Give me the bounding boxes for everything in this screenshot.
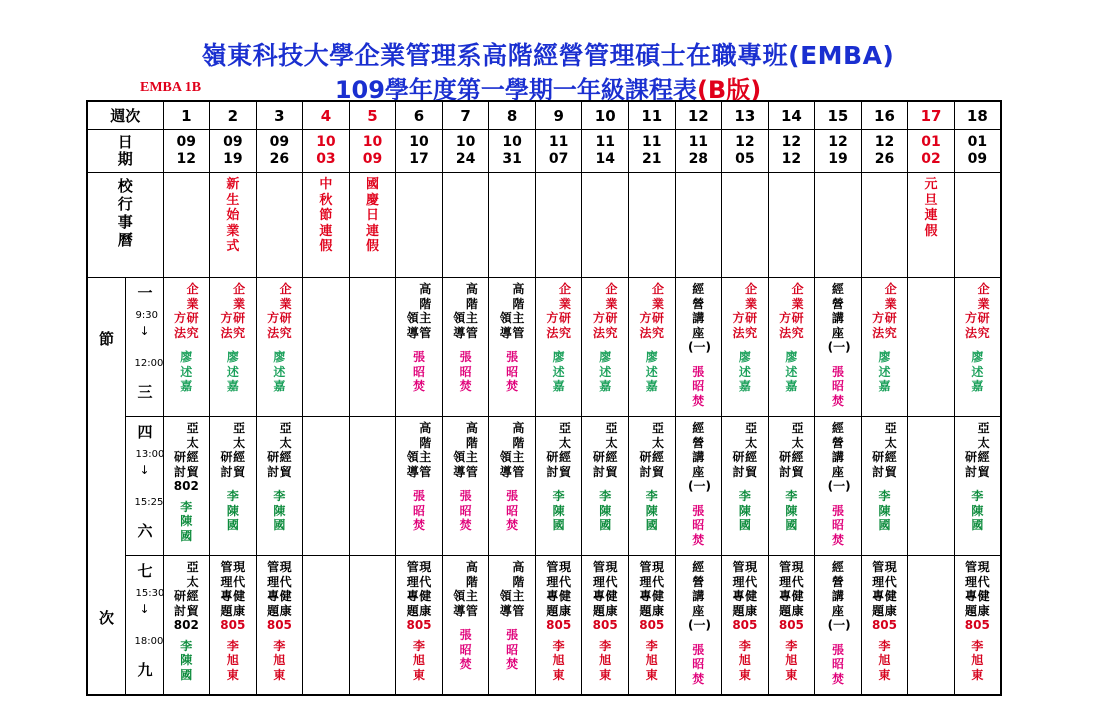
course-cell: 管 理 專 題 現 代 健 康 805 李 旭 東 — [582, 556, 629, 696]
period-end: 九 — [137, 661, 153, 679]
course-cell: 經 營 講 座 (一) 張 昭 焚 — [675, 417, 722, 556]
period-time-end: 18:00 — [134, 636, 164, 647]
teacher-name: 李 陳 國 — [878, 489, 891, 532]
date-cell — [303, 130, 350, 173]
date-month: 10 — [502, 134, 522, 150]
date-month: 10 — [316, 134, 336, 150]
teacher-name: 李 陳 國 — [180, 499, 193, 543]
teacher-name: 張 昭 焚 — [413, 350, 426, 393]
course-room: 805 — [220, 618, 246, 632]
calendar-event-cell — [628, 173, 675, 278]
course-cell — [303, 278, 350, 417]
calendar-event: 新生始業式 — [226, 177, 240, 254]
week-number: 7 — [442, 101, 489, 130]
teacher-name: 張 昭 焚 — [831, 642, 844, 686]
calendar-event-cell — [442, 173, 489, 278]
course-cell: 研 討 亞 太 經 貿 李 陳 國 — [535, 417, 582, 556]
course-cell — [908, 278, 955, 417]
week-number: 16 — [861, 101, 908, 130]
course-cell: 方 法 企 業 研 究 廖 述 嘉 — [722, 278, 769, 417]
course-room: 805 — [639, 618, 665, 632]
date-day: 09 — [967, 151, 988, 167]
course-cell: 管 理 專 題 現 代 健 康 805 李 旭 東 — [722, 556, 769, 696]
period-start: 七 — [137, 562, 153, 580]
date-cell — [396, 130, 443, 173]
week-number: 18 — [954, 101, 1001, 130]
course-cell — [303, 417, 350, 556]
course-cell: 管 理 專 題 現 代 健 康 805 李 旭 東 — [210, 556, 257, 696]
course-cell — [349, 417, 396, 556]
date-cell — [256, 130, 303, 173]
calendar-event-cell — [675, 173, 722, 278]
date-cell — [815, 130, 862, 173]
teacher-name: 廖 述 嘉 — [738, 350, 751, 393]
date-cell — [210, 130, 257, 173]
date-day: 28 — [688, 151, 709, 167]
period-start: 一 — [137, 284, 153, 302]
period-time-start: 9:30 — [135, 310, 158, 321]
week-number: 17 — [908, 101, 955, 130]
version-label: (B版) — [696, 76, 762, 104]
date-month: 09 — [269, 134, 290, 150]
teacher-name: 廖 述 嘉 — [599, 350, 612, 393]
teacher-name: 張 昭 焚 — [692, 364, 705, 408]
date-cell — [768, 130, 815, 173]
week-header-label: 週次 — [87, 101, 163, 130]
calendar-event: 國慶日連假 — [365, 177, 379, 254]
teacher-name: 李 陳 國 — [645, 489, 658, 532]
calendar-event-cell — [256, 173, 303, 278]
course-cell: 管 理 專 題 現 代 健 康 805 李 旭 東 — [396, 556, 443, 696]
teacher-name: 李 旭 東 — [226, 638, 239, 682]
calendar-event-cell — [815, 173, 862, 278]
course-room: 802 — [173, 618, 199, 632]
teacher-name: 李 陳 國 — [738, 489, 751, 532]
teacher-name: 李 旭 東 — [785, 638, 798, 682]
course-cell: 領 導 高 階 主 管 張 昭 焚 — [489, 278, 536, 417]
course-cell: 管 理 專 題 現 代 健 康 805 李 旭 東 — [861, 556, 908, 696]
date-month: 12 — [828, 134, 848, 150]
week-number: 4 — [303, 101, 350, 130]
week-number: 9 — [535, 101, 582, 130]
calendar-event-cell — [954, 173, 1001, 278]
course-cell: 方 法 企 業 研 究 廖 述 嘉 — [954, 278, 1001, 417]
date-day: 07 — [548, 151, 569, 167]
calendar-event-cell — [489, 173, 536, 278]
teacher-name: 廖 述 嘉 — [552, 350, 565, 393]
teacher-name: 廖 述 嘉 — [180, 350, 193, 393]
date-day: 03 — [316, 151, 336, 167]
course-cell: 研 討 亞 太 經 貿 李 陳 國 — [628, 417, 675, 556]
date-day: 05 — [735, 151, 755, 167]
week-number: 5 — [349, 101, 396, 130]
period-cell — [125, 278, 163, 417]
calendar-event-cell — [582, 173, 629, 278]
date-day: 19 — [828, 151, 848, 167]
course-cell: 管 理 專 題 現 代 健 康 805 李 旭 東 — [256, 556, 303, 696]
date-label: 日期 — [117, 132, 133, 168]
course-room: 805 — [406, 618, 432, 632]
teacher-name: 張 昭 焚 — [506, 350, 519, 393]
course-cell: 經 營 講 座 (一) 張 昭 焚 — [675, 556, 722, 696]
week-number: 15 — [815, 101, 862, 130]
course-cell: 領 導 高 階 主 管 張 昭 焚 — [489, 556, 536, 696]
date-month: 10 — [409, 134, 429, 150]
course-cell: 領 導 高 階 主 管 張 昭 焚 — [442, 417, 489, 556]
course-room: 805 — [778, 618, 804, 632]
calendar-event-cell — [163, 173, 210, 278]
period-arrow: ↓ — [139, 602, 150, 616]
calendar-event-cell — [768, 173, 815, 278]
teacher-name: 張 昭 焚 — [692, 642, 705, 686]
course-room: 805 — [266, 618, 292, 632]
teacher-name: 李 旭 東 — [645, 638, 658, 682]
course-cell: 管 理 專 題 現 代 健 康 805 李 旭 東 — [768, 556, 815, 696]
period-end: 六 — [137, 522, 153, 540]
course-room: 805 — [871, 618, 898, 632]
calendar-header-label — [87, 173, 163, 278]
period-cell — [125, 417, 163, 556]
date-month: 11 — [642, 134, 662, 150]
date-month: 09 — [176, 134, 197, 150]
teacher-name: 李 陳 國 — [226, 489, 239, 532]
teacher-name: 廖 述 嘉 — [971, 350, 984, 393]
date-day: 26 — [269, 151, 290, 167]
teacher-name: 李 旭 東 — [599, 638, 612, 682]
course-schedule-table — [86, 100, 1002, 696]
course-cell: 研 討 亞 太 經 貿 李 陳 國 — [582, 417, 629, 556]
calendar-event-cell — [303, 173, 350, 278]
teacher-name: 張 昭 焚 — [831, 364, 844, 408]
date-month: 01 — [921, 134, 941, 150]
date-day: 09 — [362, 151, 383, 167]
course-cell — [303, 556, 350, 696]
date-cell — [908, 130, 955, 173]
period-cell — [125, 556, 163, 696]
course-cell: 方 法 企 業 研 究 廖 述 嘉 — [861, 278, 908, 417]
calendar-event-cell — [349, 173, 396, 278]
date-month: 12 — [735, 134, 755, 150]
period-end: 三 — [137, 383, 153, 401]
course-room: 805 — [732, 618, 758, 632]
teacher-name: 李 旭 東 — [971, 638, 984, 682]
calendar-event-cell — [396, 173, 443, 278]
course-cell: 經 營 講 座 (一) 張 昭 焚 — [815, 278, 862, 417]
date-header-label — [87, 130, 163, 173]
teacher-name: 張 昭 焚 — [413, 489, 426, 532]
teacher-name: 李 陳 國 — [971, 489, 984, 532]
course-cell: 方 法 企 業 研 究 廖 述 嘉 — [768, 278, 815, 417]
week-number: 13 — [722, 101, 769, 130]
course-room: 805 — [546, 618, 572, 632]
course-room: 805 — [592, 618, 618, 632]
course-cell: 方 法 企 業 研 究 廖 述 嘉 — [535, 278, 582, 417]
period-time-start: 13:00 — [135, 449, 165, 460]
week-number: 2 — [210, 101, 257, 130]
week-number: 12 — [675, 101, 722, 130]
date-month: 12 — [781, 134, 802, 150]
date-cell — [489, 130, 536, 173]
teacher-name: 李 陳 國 — [785, 489, 798, 532]
date-cell — [722, 130, 769, 173]
calendar-event: 元旦連假 — [924, 177, 938, 239]
teacher-name: 李 旭 東 — [552, 638, 565, 682]
calendar-event-cell — [535, 173, 582, 278]
course-cell: 經 營 講 座 (一) 張 昭 焚 — [815, 556, 862, 696]
course-cell: 研 討 亞 太 經 貿 802 李 陳 國 — [163, 417, 210, 556]
teacher-name: 李 陳 國 — [552, 489, 565, 532]
date-day: 12 — [781, 151, 802, 167]
calendar-event-cell — [210, 173, 257, 278]
subtitle-main: 109學年度第一學期一年級課程表 — [334, 76, 697, 104]
date-day: 24 — [455, 151, 476, 167]
period-arrow: ↓ — [139, 463, 150, 477]
course-cell: 領 導 高 階 主 管 張 昭 焚 — [396, 278, 443, 417]
week-number: 3 — [256, 101, 303, 130]
teacher-name: 張 昭 焚 — [692, 503, 705, 547]
course-cell: 研 討 亞 太 經 貿 802 李 陳 國 — [163, 556, 210, 696]
course-cell: 管 理 專 題 現 代 健 康 805 李 旭 東 — [535, 556, 582, 696]
date-day: 12 — [176, 151, 197, 167]
course-cell: 方 法 企 業 研 究 廖 述 嘉 — [628, 278, 675, 417]
calendar-label: 校行事曆 — [117, 177, 133, 249]
teacher-name: 張 昭 焚 — [459, 350, 472, 393]
course-cell — [349, 556, 396, 696]
course-cell — [349, 278, 396, 417]
teacher-name: 廖 述 嘉 — [226, 350, 239, 393]
week-number: 8 — [489, 101, 536, 130]
teacher-name: 李 陳 國 — [599, 489, 612, 532]
course-cell: 領 導 高 階 主 管 張 昭 焚 — [489, 417, 536, 556]
teacher-name: 張 昭 焚 — [459, 628, 472, 671]
course-cell: 研 討 亞 太 經 貿 李 陳 國 — [768, 417, 815, 556]
course-cell: 管 理 專 題 現 代 健 康 805 李 旭 東 — [628, 556, 675, 696]
period-arrow: ↓ — [139, 324, 150, 338]
teacher-name: 張 昭 焚 — [506, 628, 519, 671]
date-day: 14 — [595, 151, 615, 167]
course-cell: 方 法 企 業 研 究 廖 述 嘉 — [210, 278, 257, 417]
teacher-name: 廖 述 嘉 — [273, 350, 286, 393]
date-day: 26 — [874, 151, 895, 167]
date-day: 31 — [502, 151, 522, 167]
course-cell: 領 導 高 階 主 管 張 昭 焚 — [442, 556, 489, 696]
class-code: EMBA 1B — [140, 80, 202, 95]
calendar-event-cell — [722, 173, 769, 278]
course-cell: 管 理 專 題 現 代 健 康 805 李 旭 東 — [954, 556, 1001, 696]
calendar-event-cell — [908, 173, 955, 278]
course-cell: 研 討 亞 太 經 貿 李 陳 國 — [722, 417, 769, 556]
course-cell: 方 法 企 業 研 究 廖 述 嘉 — [256, 278, 303, 417]
teacher-name: 李 陳 國 — [180, 638, 193, 682]
calendar-event-cell — [861, 173, 908, 278]
course-cell: 經 營 講 座 (一) 張 昭 焚 — [815, 417, 862, 556]
course-cell — [908, 556, 955, 696]
teacher-name: 李 陳 國 — [273, 489, 286, 532]
section-label-cell — [87, 278, 125, 696]
teacher-name: 張 昭 焚 — [459, 489, 472, 532]
course-cell: 研 討 亞 太 經 貿 李 陳 國 — [861, 417, 908, 556]
date-month: 10 — [455, 134, 476, 150]
date-cell — [675, 130, 722, 173]
date-month: 12 — [874, 134, 895, 150]
date-month: 09 — [223, 134, 243, 150]
date-cell — [349, 130, 396, 173]
teacher-name: 李 旭 東 — [413, 638, 426, 682]
date-month: 01 — [967, 134, 988, 150]
teacher-name: 張 昭 焚 — [831, 503, 844, 547]
page-title: 嶺東科技大學企業管理系高階經營管理碩士在職專班(EMBA) — [201, 41, 895, 70]
date-day: 02 — [921, 151, 941, 167]
calendar-event: 中秋節連假 — [319, 177, 333, 254]
date-cell — [582, 130, 629, 173]
date-day: 17 — [409, 151, 429, 167]
date-cell — [535, 130, 582, 173]
date-day: 21 — [642, 151, 662, 167]
course-cell: 領 導 高 階 主 管 張 昭 焚 — [442, 278, 489, 417]
teacher-name: 廖 述 嘉 — [785, 350, 798, 393]
date-month: 11 — [595, 134, 615, 150]
week-number: 6 — [396, 101, 443, 130]
course-cell: 領 導 高 階 主 管 張 昭 焚 — [396, 417, 443, 556]
date-day: 19 — [223, 151, 243, 167]
date-month: 11 — [688, 134, 709, 150]
date-cell — [163, 130, 210, 173]
period-time-end: 15:25 — [134, 497, 164, 508]
date-cell — [442, 130, 489, 173]
week-number: 14 — [768, 101, 815, 130]
teacher-name: 廖 述 嘉 — [878, 350, 891, 393]
week-number: 11 — [628, 101, 675, 130]
date-month: 10 — [362, 134, 383, 150]
section-label-top: 節 — [99, 330, 115, 348]
teacher-name: 李 旭 東 — [878, 638, 891, 682]
course-cell — [908, 417, 955, 556]
date-cell — [954, 130, 1001, 173]
course-room: 805 — [964, 618, 990, 632]
course-cell: 研 討 亞 太 經 貿 李 陳 國 — [954, 417, 1001, 556]
week-number: 10 — [582, 101, 629, 130]
period-start: 四 — [137, 423, 153, 441]
date-cell — [861, 130, 908, 173]
teacher-name: 李 旭 東 — [738, 638, 751, 682]
teacher-name: 廖 述 嘉 — [645, 350, 658, 393]
teacher-name: 李 旭 東 — [273, 638, 286, 682]
course-cell: 方 法 企 業 研 究 廖 述 嘉 — [582, 278, 629, 417]
week-number: 1 — [163, 101, 210, 130]
course-cell: 經 營 講 座 (一) 張 昭 焚 — [675, 278, 722, 417]
course-cell: 研 討 亞 太 經 貿 李 陳 國 — [256, 417, 303, 556]
date-month: 11 — [548, 134, 569, 150]
course-room: 802 — [173, 479, 199, 493]
course-cell: 方 法 企 業 研 究 廖 述 嘉 — [163, 278, 210, 417]
period-time-start: 15:30 — [135, 588, 165, 599]
teacher-name: 張 昭 焚 — [506, 489, 519, 532]
section-label-bottom: 次 — [99, 609, 115, 627]
course-cell: 研 討 亞 太 經 貿 李 陳 國 — [210, 417, 257, 556]
date-cell — [628, 130, 675, 173]
period-time-end: 12:00 — [134, 358, 164, 369]
